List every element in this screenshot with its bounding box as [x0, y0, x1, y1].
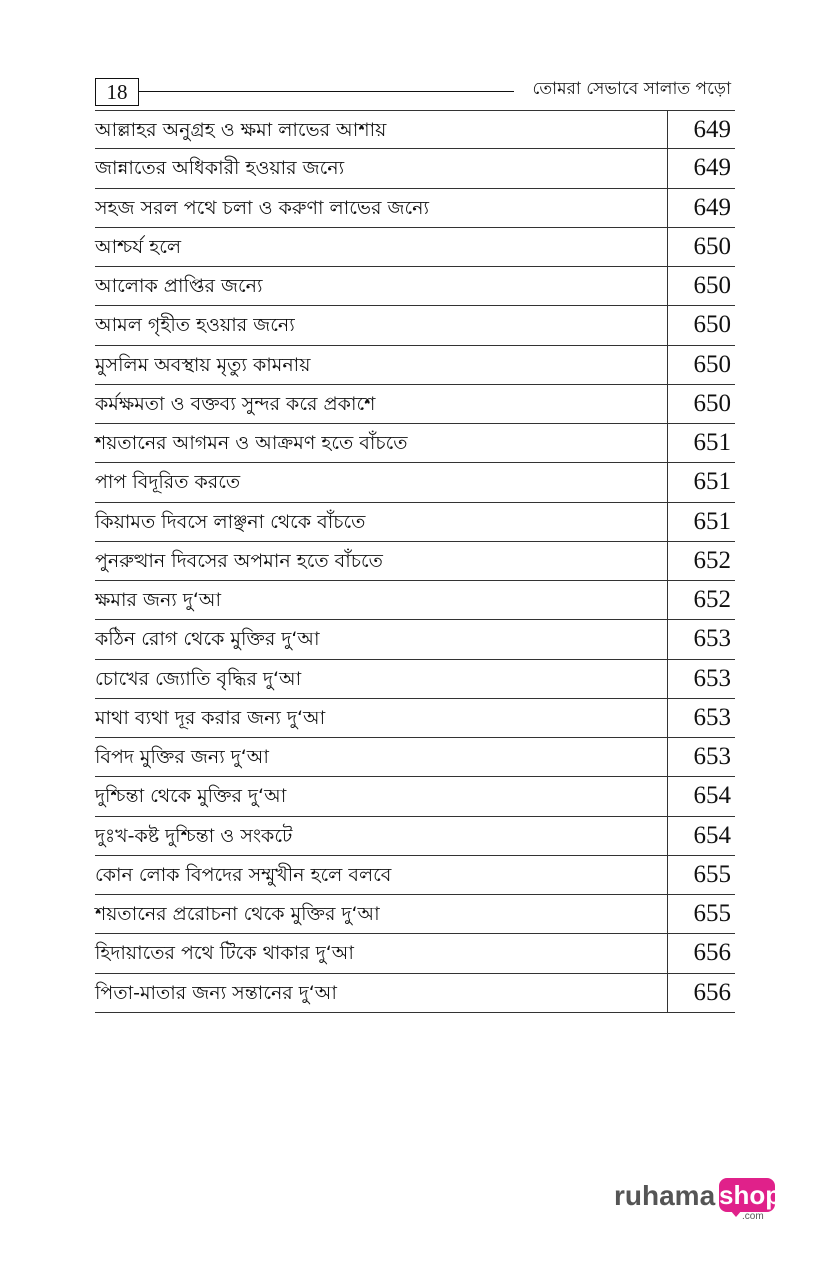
toc-row — [95, 503, 735, 542]
toc-entry-page: 654 — [693, 821, 731, 849]
toc-entry-page: 650 — [693, 389, 731, 417]
column-divider — [667, 856, 668, 895]
column-divider — [667, 934, 668, 973]
column-divider — [667, 974, 668, 1013]
toc-entry-page: 650 — [693, 272, 731, 299]
toc-entry-title: চোখের জ্যোতি বৃদ্ধির দু‘আ — [95, 667, 302, 690]
toc-entry-title: কোন লোক বিপদের সম্মুখীন হলে বলবে — [95, 863, 392, 886]
toc-row — [95, 346, 735, 385]
column-divider — [667, 385, 668, 424]
toc-entry-page: 650 — [693, 311, 731, 339]
column-divider — [667, 542, 668, 581]
toc-entry-title: কর্মক্ষমতা ও বক্তব্য সুন্দর করে প্রকাশে — [95, 392, 376, 415]
toc-row — [95, 189, 735, 228]
toc-row — [95, 777, 735, 816]
toc-row — [95, 228, 735, 267]
toc-row — [95, 620, 735, 659]
toc-entry-title: পিতা-মাতার জন্য সন্তানের দু‘আ — [95, 981, 337, 1004]
toc-entry-page: 652 — [693, 586, 731, 613]
toc-row — [95, 149, 735, 188]
page-header — [95, 78, 735, 108]
toc-entry-page: 653 — [693, 743, 731, 770]
toc-entry-page: 651 — [693, 507, 731, 535]
table-of-contents — [95, 110, 735, 1013]
toc-entry-title: শয়তানের প্ররোচনা থেকে মুক্তির দু‘আ — [95, 903, 380, 925]
toc-row — [95, 699, 735, 738]
toc-entry-page: 649 — [693, 193, 731, 221]
toc-entry-title: হিদায়াতের পথে টিকে থাকার দু‘আ — [95, 942, 354, 965]
watermark-logo — [614, 1177, 784, 1227]
toc-entry-title: আশ্চর্য হলে — [95, 235, 181, 258]
toc-entry-title: পুনরুত্থান দিবসের অপমান হতে বাঁচতে — [95, 549, 383, 572]
toc-entry-title: বিপদ মুক্তির জন্য দু‘আ — [95, 746, 269, 768]
toc-entry-title: মাথা ব্যথা দূর করার জন্য দু‘আ — [95, 706, 326, 729]
toc-row — [95, 110, 735, 149]
column-divider — [667, 503, 668, 542]
column-divider — [667, 306, 668, 345]
page-number: 18 — [95, 78, 139, 106]
toc-entry-title: শয়তানের আগমন ও আক্রমণ হতে বাঁচতে — [95, 432, 408, 454]
column-divider — [667, 817, 668, 856]
toc-entry-page: 649 — [693, 154, 731, 182]
toc-entry-page: 656 — [693, 978, 731, 1006]
toc-entry-title: দুঃখ-কষ্ট দুশ্চিন্তা ও সংকটে — [95, 824, 293, 847]
toc-row — [95, 856, 735, 895]
column-divider — [667, 189, 668, 228]
toc-entry-page: 653 — [693, 703, 731, 731]
toc-entry-page: 655 — [693, 900, 731, 927]
toc-entry-page: 651 — [693, 429, 731, 456]
toc-entry-page: 653 — [693, 625, 731, 653]
toc-entry-page: 656 — [693, 939, 731, 967]
toc-row — [95, 738, 735, 777]
toc-row — [95, 385, 735, 424]
logo-brand: ruhama — [614, 1180, 716, 1211]
column-divider — [667, 424, 668, 463]
toc-row — [95, 424, 735, 463]
toc-entry-title: সহজ সরল পথে চলা ও করুণা লাভের জন্যে — [95, 196, 429, 219]
column-divider — [667, 463, 668, 502]
column-divider — [667, 228, 668, 267]
toc-entry-title: আল্লাহর অনুগ্রহ ও ক্ষমা লাভের আশায় — [95, 119, 387, 141]
toc-entry-page: 651 — [693, 468, 731, 496]
toc-entry-page: 650 — [693, 350, 731, 378]
toc-entry-title: দুশ্চিন্তা থেকে মুক্তির দু‘আ — [95, 785, 287, 808]
toc-row — [95, 463, 735, 502]
toc-entry-page: 649 — [693, 116, 731, 143]
toc-entry-title: জান্নাতের অধিকারী হওয়ার জন্যে — [95, 157, 345, 180]
column-divider — [667, 738, 668, 777]
toc-row — [95, 581, 735, 620]
toc-entry-page: 650 — [693, 232, 731, 260]
running-title: তোমরা সেভাবে সালাত পড়ো — [532, 79, 731, 99]
toc-row — [95, 974, 735, 1013]
toc-entry-page: 655 — [693, 860, 731, 888]
toc-entry-title: কিয়ামত দিবসে লাঞ্ছনা থেকে বাঁচতে — [95, 510, 366, 533]
toc-entry-page: 653 — [693, 664, 731, 692]
logo-domain: .com — [742, 1211, 764, 1222]
toc-row — [95, 542, 735, 581]
column-divider — [667, 660, 668, 699]
column-divider — [667, 149, 668, 188]
toc-row — [95, 934, 735, 973]
toc-row — [95, 817, 735, 856]
toc-row — [95, 267, 735, 306]
toc-entry-title: ক্ষমার জন্য দু‘আ — [95, 589, 222, 611]
logo-badge-tail — [730, 1210, 742, 1217]
column-divider — [667, 111, 668, 149]
logo-badge: shop — [719, 1180, 782, 1210]
header-rule — [139, 91, 514, 92]
column-divider — [667, 777, 668, 816]
column-divider — [667, 581, 668, 620]
toc-entry-page: 652 — [693, 546, 731, 574]
toc-row — [95, 660, 735, 699]
toc-entry-title: আলোক প্রাপ্তির জন্যে — [95, 275, 263, 297]
column-divider — [667, 346, 668, 385]
toc-entry-title: পাপ বিদূরিত করতে — [95, 471, 241, 494]
toc-row — [95, 306, 735, 345]
toc-entry-title: কঠিন রোগ থেকে মুক্তির দু‘আ — [95, 628, 320, 651]
toc-entry-title: মুসলিম অবস্থায় মৃত্যু কামনায় — [95, 353, 311, 376]
toc-entry-title: আমল গৃহীত হওয়ার জন্যে — [95, 314, 295, 337]
column-divider — [667, 895, 668, 934]
column-divider — [667, 620, 668, 659]
column-divider — [667, 267, 668, 306]
column-divider — [667, 699, 668, 738]
toc-row — [95, 895, 735, 934]
toc-entry-page: 654 — [693, 782, 731, 810]
